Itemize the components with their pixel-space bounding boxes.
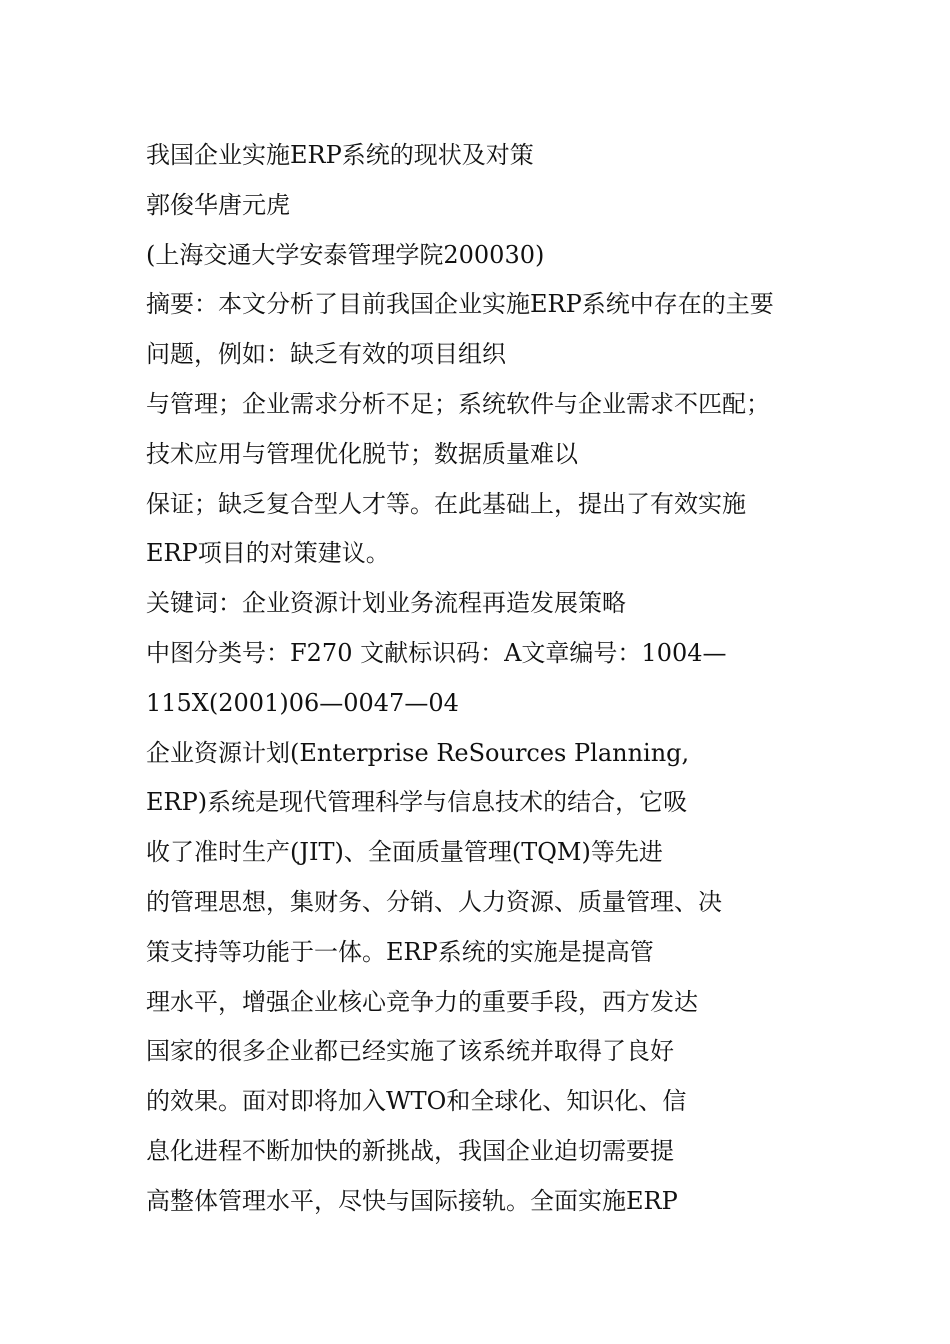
abstract-line: 与管理；企业需求分析不足；系统软件与企业需求不匹配；: [146, 389, 770, 418]
body-line: 国家的很多企业都已经实施了该系统并取得了良好: [146, 1037, 674, 1066]
article-title: 我国企业实施ERP系统的现状及对策: [146, 141, 534, 169]
abstract-line: 保证；缺乏复合型人才等。在此基础上，提出了有效实施: [146, 489, 746, 518]
body-line: 理水平，增强企业核心竞争力的重要手段，西方发达: [146, 987, 698, 1016]
author-affiliation: (上海交通大学安泰管理学院200030): [146, 240, 545, 269]
body-line: 企业资源计划(Enterprise ReSources Planning,: [146, 738, 690, 767]
abstract-line: 问题，例如：缺乏有效的项目组织: [146, 340, 506, 369]
body-line: 策支持等功能于一体。ERP系统的实施是提高管: [146, 937, 654, 966]
abstract-line: 摘要：本文分析了目前我国企业实施ERP系统中存在的主要: [146, 290, 774, 319]
body-line: 高整体管理水平，尽快与国际接轨。全面实施ERP: [146, 1186, 678, 1215]
body-line: 息化进程不断加快的新挑战，我国企业迫切需要提: [146, 1136, 674, 1165]
article-authors: 郭俊华唐元虎: [146, 190, 290, 219]
body-line: ERP)系统是现代管理科学与信息技术的结合，它吸: [146, 788, 688, 817]
abstract-line: 技术应用与管理优化脱节；数据质量难以: [146, 439, 578, 468]
classification-line: 115X(2001)06—0047—04: [146, 688, 459, 717]
body-line: 的管理思想，集财务、分销、人力资源、质量管理、决: [146, 887, 722, 916]
abstract-line: ERP项目的对策建议。: [146, 539, 390, 568]
classification-line: 中图分类号：F270 文献标识码：A文章编号：1004—: [146, 638, 727, 667]
body-line: 的效果。面对即将加入WTO和全球化、知识化、信: [146, 1087, 687, 1116]
keywords-line: 关键词：企业资源计划业务流程再造发展策略: [146, 589, 626, 618]
document-body: [146, 131, 846, 1227]
body-line: 收了准时生产(JIT)、全面质量管理(TQM)等先进: [146, 838, 663, 867]
